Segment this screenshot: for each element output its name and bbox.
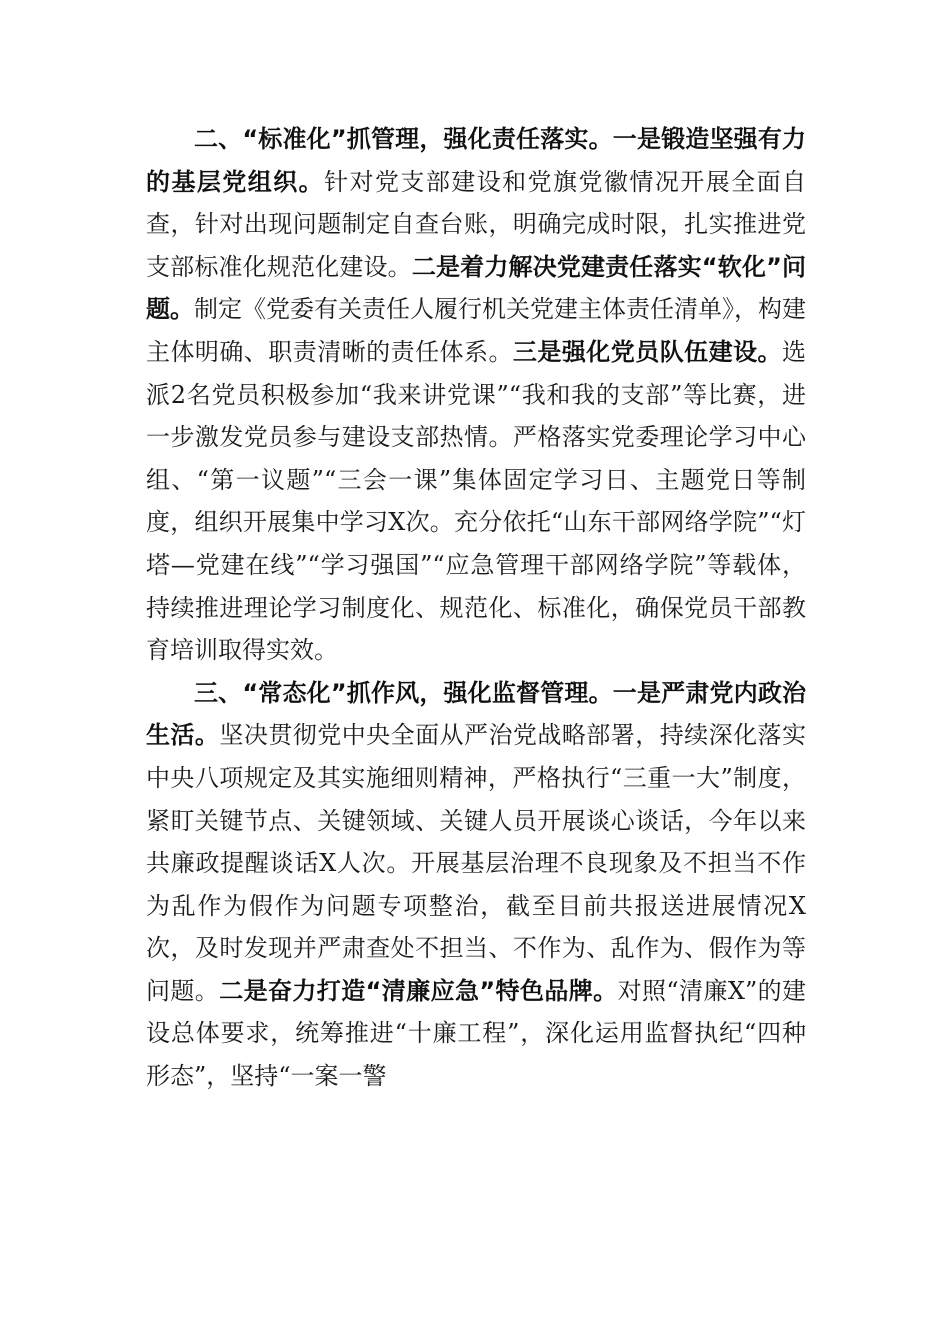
point-one-heading: 一是严肃党内政治生活。 xyxy=(146,678,807,750)
point-three-body: 选派2名党员积极参加“我来讲党课”“我和我的支部”等比赛，进一步激发党员参与建设支部热情。严格落实党委理论学习中心组、“第一议题”“三会一课”集体固定学习日、主题党日等制度，组织开展集中学习X次。充分依托“山东干部网络学院”“灯塔—党建在线”“学习强国”“应急管理干部网络学院”等载体，持续推进理论学习制度化、规范化、标准化，确保党员干部教育培训取得实效。 xyxy=(146,337,806,665)
document-body xyxy=(146,118,806,1098)
point-three-heading: 三是强化党员队伍建设。 xyxy=(512,337,782,366)
section-two-heading: 二、“标准化”抓管理，强化责任落实。 xyxy=(194,125,613,153)
point-two-body: 对照“清廉X”的建设总体要求，统筹推进“十廉工程”，深化运用监督执纪“四种形态”，坚持“一案一警 xyxy=(146,976,807,1091)
point-two-body: 制定《党委有关责任人履行机关党建主体责任清单》，构建主体明确、职责清晰的责任体系。 xyxy=(146,295,806,366)
point-two-heading: 二是着力解决党建责任落实“软化”问题。 xyxy=(146,252,807,324)
point-one-heading: 一是锻造坚强有力的基层党组织。 xyxy=(146,125,807,196)
point-two-heading: 二是奋力打造“清廉应急”特色品牌。 xyxy=(219,976,618,1005)
section-three-heading: 三、“常态化”抓作风，强化监督管理。 xyxy=(194,678,613,707)
point-one-body: 坚决贯彻党中央全面从严治党战略部署，持续深化落实中央八项规定及其实施细则精神，严格执行“三重一大”制度，紧盯关键节点、关键领域、关键人员开展谈心谈话，今年以来共廉政提醒谈话X人次。开展基层治理不良现象及不担当不作为乱作为假作为问题专项整治，截至目前共报送进展情况X次，及时发现并严肃查处不担当、不作为、乱作为、假作为等问题。 xyxy=(146,721,807,1005)
paragraph-section-three xyxy=(146,672,806,1098)
point-one-body: 针对党支部建设和党旗党徽情况开展全面自查，针对出现问题制定自查台账，明确完成时限，扎实推进党支部标准化规范化建设。 xyxy=(146,167,807,281)
paragraph-section-two xyxy=(146,118,806,672)
